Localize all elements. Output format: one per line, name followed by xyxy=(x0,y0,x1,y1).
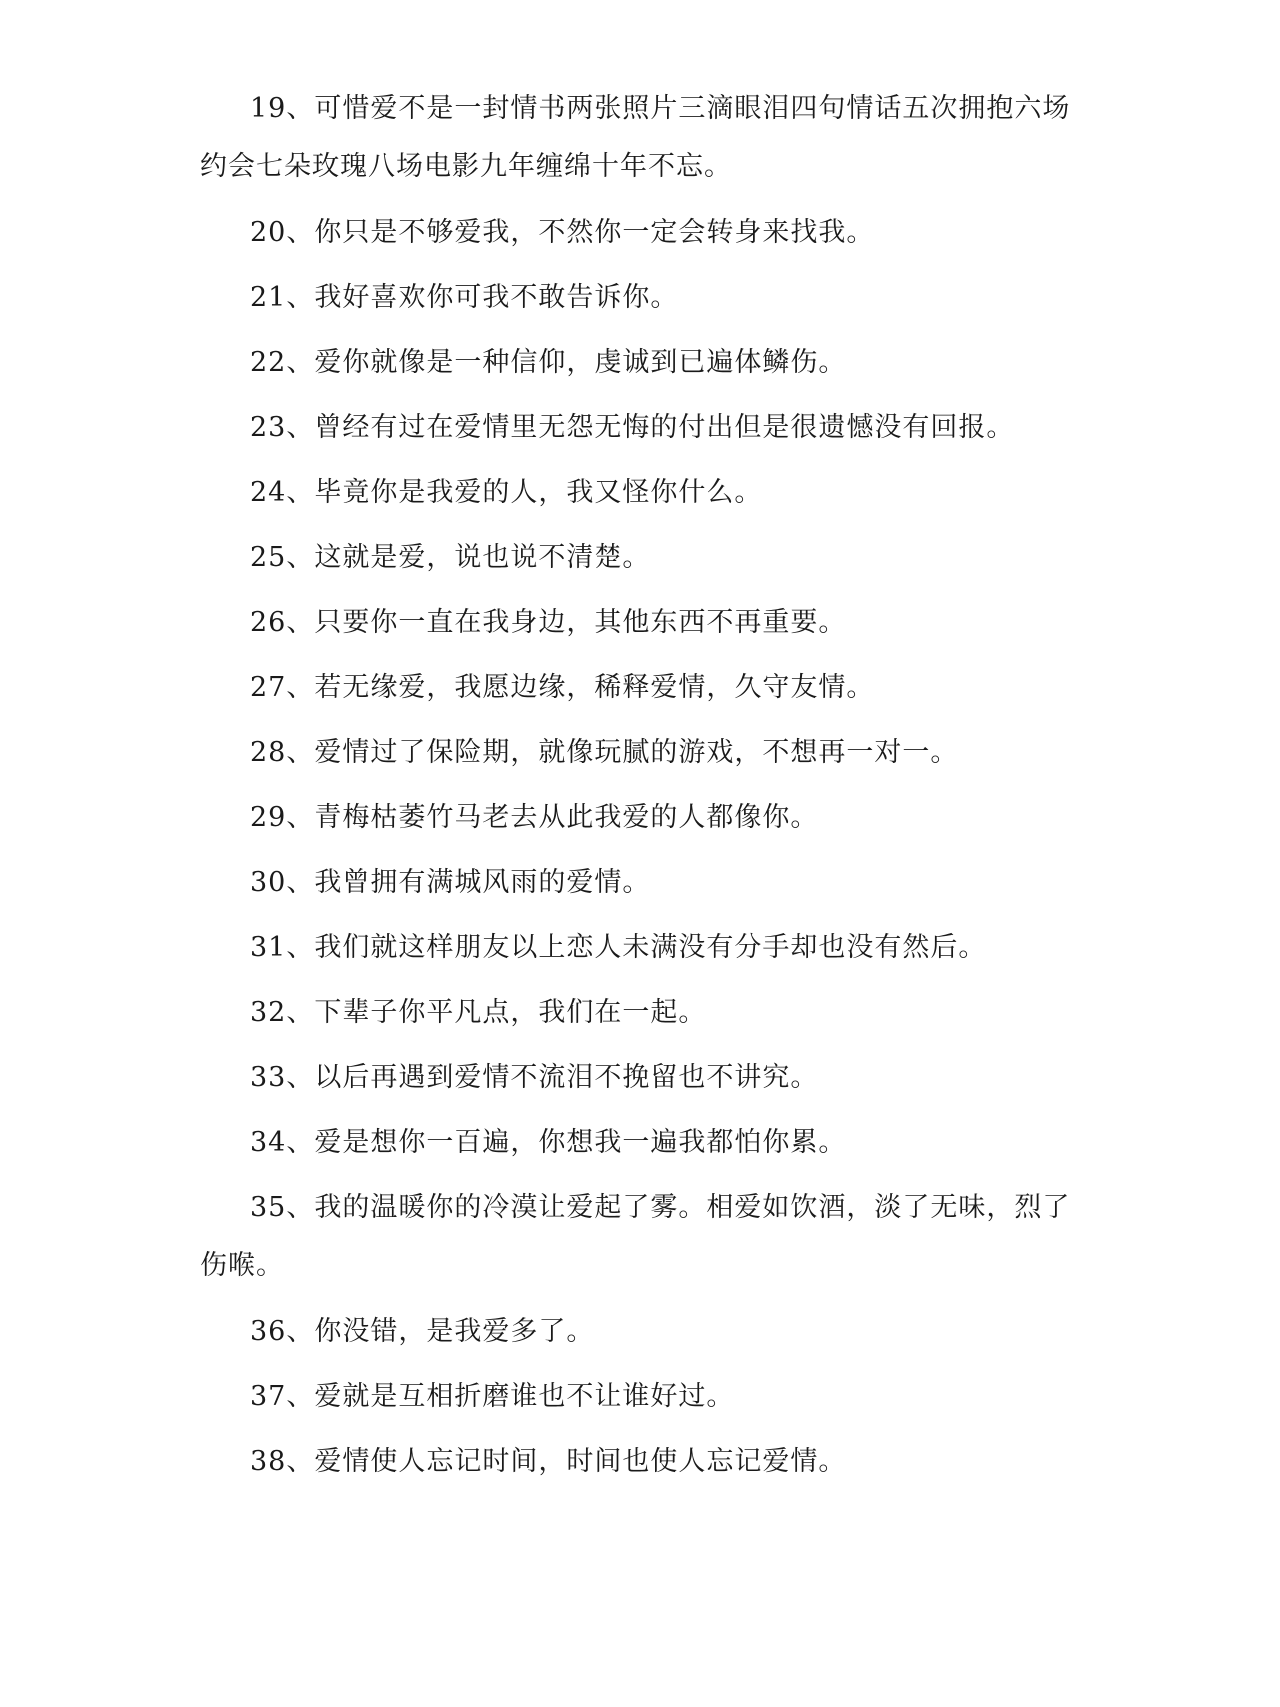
text-line: 约会七朵玫瑰八场电影九年缠绵十年不忘。 xyxy=(200,151,732,182)
text-line: 22、爱你就像是一种信仰，虔诚到已遍体鳞伤。 xyxy=(250,347,847,378)
text-line: 23、曾经有过在爱情里无怨无悔的付出但是很遗憾没有回报。 xyxy=(250,412,1015,443)
text-line: 19、可惜爱不是一封情书两张照片三滴眼泪四句情话五次拥抱六场 xyxy=(250,93,1071,124)
text-line: 伤喉。 xyxy=(200,1250,284,1281)
text-line: 24、毕竟你是我爱的人，我又怪你什么。 xyxy=(250,477,763,508)
text-line: 21、我好喜欢你可我不敢告诉你。 xyxy=(250,282,679,313)
text-line: 31、我们就这样朋友以上恋人未满没有分手却也没有然后。 xyxy=(250,932,987,963)
text-line: 36、你没错，是我爱多了。 xyxy=(250,1316,595,1347)
text-line: 37、爱就是互相折磨谁也不让谁好过。 xyxy=(250,1381,735,1412)
text-line: 25、这就是爱，说也说不清楚。 xyxy=(250,542,651,573)
text-line: 38、爱情使人忘记时间，时间也使人忘记爱情。 xyxy=(250,1446,847,1477)
text-line: 34、爱是想你一百遍，你想我一遍我都怕你累。 xyxy=(250,1127,847,1158)
text-line: 35、我的温暖你的冷漠让爱起了雾。相爱如饮酒，淡了无味，烈了 xyxy=(250,1192,1071,1223)
text-line: 20、你只是不够爱我，不然你一定会转身来找我。 xyxy=(250,217,875,248)
text-line: 27、若无缘爱，我愿边缘，稀释爱情，久守友情。 xyxy=(250,672,875,703)
text-line: 29、青梅枯萎竹马老去从此我爱的人都像你。 xyxy=(250,802,819,833)
text-line: 32、下辈子你平凡点，我们在一起。 xyxy=(250,997,707,1028)
text-line: 30、我曾拥有满城风雨的爱情。 xyxy=(250,867,651,898)
text-line: 28、爱情过了保险期，就像玩腻的游戏，不想再一对一。 xyxy=(250,737,959,768)
text-line: 26、只要你一直在我身边，其他东西不再重要。 xyxy=(250,607,847,638)
text-line: 33、以后再遇到爱情不流泪不挽留也不讲究。 xyxy=(250,1062,819,1093)
